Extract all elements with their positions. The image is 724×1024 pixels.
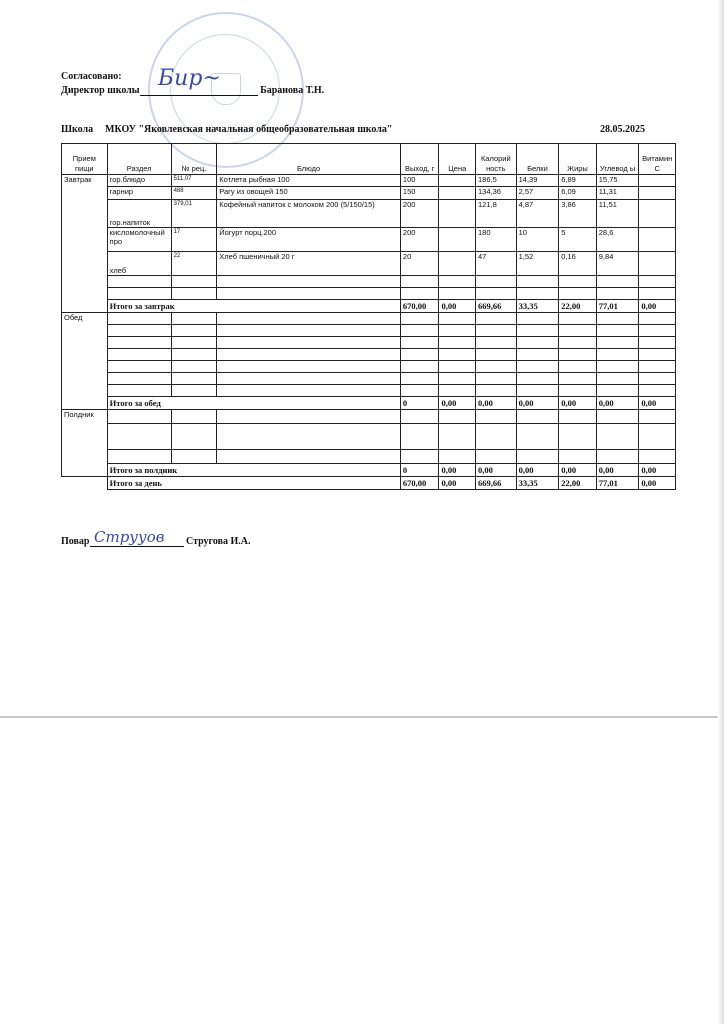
total-carbs: 0,00	[596, 397, 639, 410]
cell-vitc	[639, 228, 676, 252]
total-carbs: 77,01	[596, 300, 639, 313]
scan-page-edge	[0, 716, 724, 718]
cell-protein: 1,52	[516, 252, 559, 276]
lunch-total-row	[62, 397, 676, 410]
table-row	[62, 187, 676, 200]
cell-vitc	[639, 252, 676, 276]
total-yield: 0	[400, 464, 439, 477]
cell-fat: 6,09	[559, 187, 597, 200]
cell-recipe: 488	[171, 187, 217, 200]
agreed-label: Согласовано:	[61, 71, 122, 82]
cell-yield: 100	[400, 175, 439, 187]
table-row-empty	[62, 385, 676, 397]
total-yield: 670,00	[400, 477, 439, 490]
total-protein: 0,00	[516, 397, 559, 410]
cook-signature: Струуов	[94, 528, 165, 546]
meal-snack: Полдник	[62, 410, 108, 477]
cell-dish: Кофейный напиток с молоком 200 (5/150/15)	[217, 200, 401, 228]
cell-protein: 10	[516, 228, 559, 252]
total-kcal: 0,00	[476, 397, 517, 410]
total-kcal: 0,00	[476, 464, 517, 477]
cell-kcal: 180	[476, 228, 517, 252]
col-yield: Выход, г	[400, 144, 439, 175]
cell-price	[439, 187, 476, 200]
total-yield: 0	[400, 397, 439, 410]
cell-section: кисломолочный про	[107, 228, 171, 252]
cell-dish: Котлета рыбная 100	[217, 175, 401, 187]
cell-carbs: 11,31	[596, 187, 639, 200]
total-vitc: 0,00	[639, 477, 676, 490]
table-row-empty	[62, 325, 676, 337]
table-row-empty	[62, 373, 676, 385]
director-label: Директор школы	[61, 85, 140, 96]
cell-kcal: 134,36	[476, 187, 517, 200]
cell-kcal: 186,5	[476, 175, 517, 187]
total-fat: 0,00	[559, 464, 597, 477]
col-meal: Прием пищи	[62, 144, 108, 175]
document-date: 28.05.2025	[600, 124, 645, 135]
cell-kcal: 121,8	[476, 200, 517, 228]
total-price: 0,00	[439, 464, 476, 477]
table-row-empty	[62, 361, 676, 373]
cell-section: гор.блюдо	[107, 175, 171, 187]
total-protein: 33,35	[516, 477, 559, 490]
table-row	[62, 175, 676, 187]
cell-vitc	[639, 175, 676, 187]
col-kcal: Калорий ность	[476, 144, 517, 175]
meal-breakfast: Завтрак	[62, 175, 108, 313]
cell-dish: Йогурт порц.200	[217, 228, 401, 252]
table-row	[62, 252, 676, 276]
col-carbs: Углевод ы	[596, 144, 639, 175]
total-protein: 33,35	[516, 300, 559, 313]
cell-section: хлеб	[107, 252, 171, 276]
day-total-row	[62, 477, 676, 490]
table-header-row	[62, 144, 676, 175]
col-protein: Белки	[516, 144, 559, 175]
cell-vitc	[639, 200, 676, 228]
total-vitc: 0,00	[639, 397, 676, 410]
cell-dish: Хлеб пшеничный 20 г	[217, 252, 401, 276]
cell-section: гор.напиток	[107, 200, 171, 228]
total-fat: 22,00	[559, 300, 597, 313]
cook-label: Повар	[61, 536, 90, 547]
table-row-empty	[62, 288, 676, 300]
cell-price	[439, 252, 476, 276]
cell-section: гарнир	[107, 187, 171, 200]
cell-vitc	[639, 187, 676, 200]
total-label: Итого за обед	[107, 397, 400, 410]
cell-recipe: 22	[171, 252, 217, 276]
table-row	[62, 228, 676, 252]
school-label: Школа	[61, 124, 94, 135]
director-name: Баранова Т.Н.	[260, 85, 325, 96]
cell-recipe: 511,07	[171, 175, 217, 187]
breakfast-total-row	[62, 300, 676, 313]
cell-fat: 5	[559, 228, 597, 252]
total-price: 0,00	[439, 477, 476, 490]
col-price: Цена	[439, 144, 476, 175]
total-vitc: 0,00	[639, 464, 676, 477]
cell-carbs: 9,84	[596, 252, 639, 276]
cell-price	[439, 175, 476, 187]
cell-fat: 6,89	[559, 175, 597, 187]
cell-price	[439, 228, 476, 252]
table-row-empty	[62, 337, 676, 349]
scan-shadow	[718, 0, 724, 1024]
col-fat: Жиры	[559, 144, 597, 175]
total-carbs: 77,01	[596, 477, 639, 490]
director-signature-line	[140, 95, 258, 96]
cook-signature-line	[90, 546, 184, 547]
table-row-empty	[62, 276, 676, 288]
total-label: Итого за день	[107, 477, 400, 490]
total-label: Итого за полдник	[107, 464, 400, 477]
cell-recipe: 17	[171, 228, 217, 252]
table-row	[62, 200, 676, 228]
col-section: Раздел	[107, 144, 171, 175]
col-recipe: № рец.	[171, 144, 217, 175]
total-fat: 22,00	[559, 477, 597, 490]
total-yield: 670,00	[400, 300, 439, 313]
cell-protein: 2,57	[516, 187, 559, 200]
cell-fat: 3,86	[559, 200, 597, 228]
cell-carbs: 11,51	[596, 200, 639, 228]
table-row-empty	[62, 424, 676, 450]
cell-yield: 200	[400, 228, 439, 252]
total-kcal: 669,66	[476, 477, 517, 490]
cell-yield: 20	[400, 252, 439, 276]
cell-recipe: 379,01	[171, 200, 217, 228]
cook-name: Стругова И.А.	[186, 536, 251, 547]
total-vitc: 0,00	[639, 300, 676, 313]
cell-price	[439, 200, 476, 228]
cell-kcal: 47	[476, 252, 517, 276]
cell-carbs: 28,6	[596, 228, 639, 252]
menu-table	[61, 143, 676, 490]
total-kcal: 669,66	[476, 300, 517, 313]
cell-dish: Рагу из овощей 150	[217, 187, 401, 200]
total-fat: 0,00	[559, 397, 597, 410]
meal-lunch: Обед	[62, 313, 108, 410]
total-protein: 0,00	[516, 464, 559, 477]
table-row-empty	[62, 313, 676, 325]
cell-protein: 14,39	[516, 175, 559, 187]
cell-protein: 4,87	[516, 200, 559, 228]
snack-total-row	[62, 464, 676, 477]
col-dish: Блюдо	[217, 144, 401, 175]
cell-carbs: 15,75	[596, 175, 639, 187]
cell-yield: 150	[400, 187, 439, 200]
cell-yield: 200	[400, 200, 439, 228]
director-signature: Бир~	[158, 66, 221, 91]
total-label: Итого за завтрак	[107, 300, 400, 313]
cell-fat: 0,16	[559, 252, 597, 276]
table-row-empty	[62, 450, 676, 464]
total-price: 0,00	[439, 300, 476, 313]
school-name: МКОУ "Яковлевская начальная общеобразовательная школа"	[105, 124, 393, 135]
table-row-empty	[62, 349, 676, 361]
total-carbs: 0,00	[596, 464, 639, 477]
col-vitc: Витамин С	[639, 144, 676, 175]
table-row-empty	[62, 410, 676, 424]
total-price: 0,00	[439, 397, 476, 410]
